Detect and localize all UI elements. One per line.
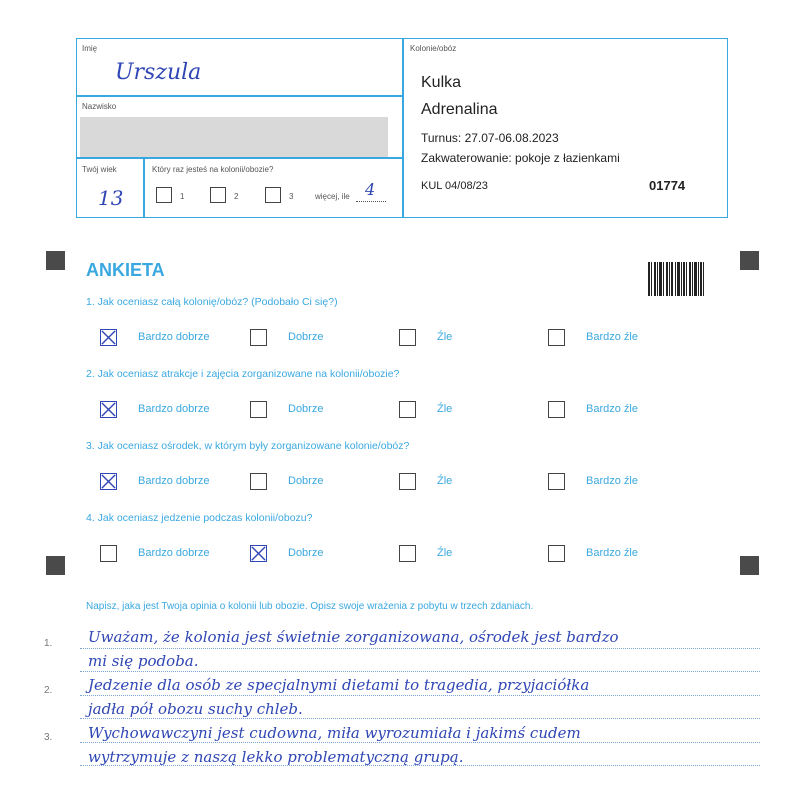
line-number-2: 2. xyxy=(44,685,53,696)
rating-option-label: Bardzo źle xyxy=(586,331,638,343)
divider xyxy=(76,157,402,159)
writing-line xyxy=(80,742,760,743)
registration-marker xyxy=(740,251,759,270)
accommodation: Zakwaterowanie: pokoje z łazienkami xyxy=(421,151,620,165)
times-more-value[interactable]: 4 xyxy=(365,180,376,199)
rating-checkbox[interactable] xyxy=(100,329,117,346)
opinion-prompt: Napisz, jaka jest Twoja opinia o kolonii lub obozie. Opisz swoje wrażenia z pobytu w trzech zdaniach. xyxy=(86,601,534,612)
line-number-3: 3. xyxy=(44,732,53,743)
handwriting-line[interactable]: mi się podoba. xyxy=(88,652,199,670)
handwriting-line[interactable]: Wychowawczyni jest cudowna, miła wyrozumiała i jakimś cudem xyxy=(88,724,581,742)
times-more-label: więcej, ile xyxy=(315,192,350,201)
times-checkbox-1[interactable] xyxy=(156,187,172,203)
handwriting-line[interactable]: wytrzymuje z naszą lekko problematyczną grupą. xyxy=(88,748,464,766)
rating-checkbox[interactable] xyxy=(399,545,416,562)
rating-checkbox[interactable] xyxy=(548,473,565,490)
registration-marker xyxy=(46,556,65,575)
barcode-icon xyxy=(648,262,704,296)
rating-option-label: Bardzo źle xyxy=(586,475,638,487)
rating-option-label: Bardzo dobrze xyxy=(138,403,210,415)
rating-option-label: Bardzo dobrze xyxy=(138,475,210,487)
question-text: 3. Jak oceniasz ośrodek, w którym były zorganizowane kolonie/obóz? xyxy=(86,440,410,452)
divider xyxy=(143,157,145,218)
writing-line xyxy=(80,671,760,672)
first-name-label: Imię xyxy=(82,44,98,53)
registration-marker xyxy=(46,251,65,270)
rating-option-label: Dobrze xyxy=(288,547,324,559)
rating-checkbox[interactable] xyxy=(100,473,117,490)
rating-option-label: Źle xyxy=(437,331,453,343)
rating-checkbox[interactable] xyxy=(100,401,117,418)
rating-option-label: Dobrze xyxy=(288,331,324,343)
form-number: 01774 xyxy=(649,178,686,193)
age-value[interactable]: 13 xyxy=(98,186,124,210)
rating-option-label: Źle xyxy=(437,547,453,559)
rating-checkbox[interactable] xyxy=(399,473,416,490)
rating-option-label: Źle xyxy=(437,403,453,415)
survey-title: ANKIETA xyxy=(86,260,165,280)
rating-checkbox[interactable] xyxy=(548,401,565,418)
divider xyxy=(402,38,404,218)
rating-option-label: Dobrze xyxy=(288,403,324,415)
surname-label: Nazwisko xyxy=(82,102,117,111)
age-label: Twój wiek xyxy=(82,165,117,174)
rating-checkbox[interactable] xyxy=(250,329,267,346)
turnus: Turnus: 27.07-06.08.2023 xyxy=(421,131,559,145)
times-checkbox-2[interactable] xyxy=(210,187,226,203)
redacted-surname xyxy=(80,117,388,157)
rating-checkbox[interactable] xyxy=(399,329,416,346)
times-checkbox-3[interactable] xyxy=(265,187,281,203)
rating-option-label: Bardzo dobrze xyxy=(138,547,210,559)
handwriting-line[interactable]: Jedzenie dla osób ze specjalnymi dietami to tragedia, przyjaciółka xyxy=(88,676,590,694)
rating-checkbox[interactable] xyxy=(548,545,565,562)
rating-option-label: Dobrze xyxy=(288,475,324,487)
rating-option-label: Bardzo źle xyxy=(586,403,638,415)
rating-checkbox[interactable] xyxy=(250,401,267,418)
rating-option-label: Bardzo źle xyxy=(586,547,638,559)
camp-code: KUL 04/08/23 xyxy=(421,180,488,192)
registration-marker xyxy=(740,556,759,575)
times-option-3: 3 xyxy=(289,192,294,201)
first-name-value[interactable]: Urszula xyxy=(115,60,202,85)
times-label: Który raz jesteś na kolonii/obozie? xyxy=(152,165,274,174)
question-text: 4. Jak oceniasz jedzenie podczas kolonii/obozu? xyxy=(86,512,313,524)
rating-option-label: Źle xyxy=(437,475,453,487)
camp-name-line1: Kulka xyxy=(421,74,462,91)
rating-checkbox[interactable] xyxy=(250,545,267,562)
question-text: 2. Jak oceniasz atrakcje i zajęcia zorganizowane na kolonii/obozie? xyxy=(86,368,400,380)
camp-name-line2: Adrenalina xyxy=(421,101,498,118)
rating-checkbox[interactable] xyxy=(250,473,267,490)
writing-line xyxy=(80,718,760,719)
handwriting-line[interactable]: jadła pół obozu suchy chleb. xyxy=(88,700,303,718)
question-text: 1. Jak oceniasz całą kolonię/obóz? (Podobało Ci się?) xyxy=(86,296,338,308)
camp-label: Kolonie/obóz xyxy=(410,44,457,53)
writing-line xyxy=(80,695,760,696)
line-number-1: 1. xyxy=(44,638,53,649)
times-option-2: 2 xyxy=(234,192,239,201)
handwriting-line[interactable]: Uważam, że kolonia jest świetnie zorganizowana, ośrodek jest bardzo xyxy=(88,628,619,646)
divider xyxy=(76,95,402,97)
rating-checkbox[interactable] xyxy=(548,329,565,346)
rating-option-label: Bardzo dobrze xyxy=(138,331,210,343)
rating-checkbox[interactable] xyxy=(399,401,416,418)
writing-line xyxy=(80,648,760,649)
times-more-line xyxy=(356,201,386,202)
rating-checkbox[interactable] xyxy=(100,545,117,562)
times-option-1: 1 xyxy=(180,192,185,201)
